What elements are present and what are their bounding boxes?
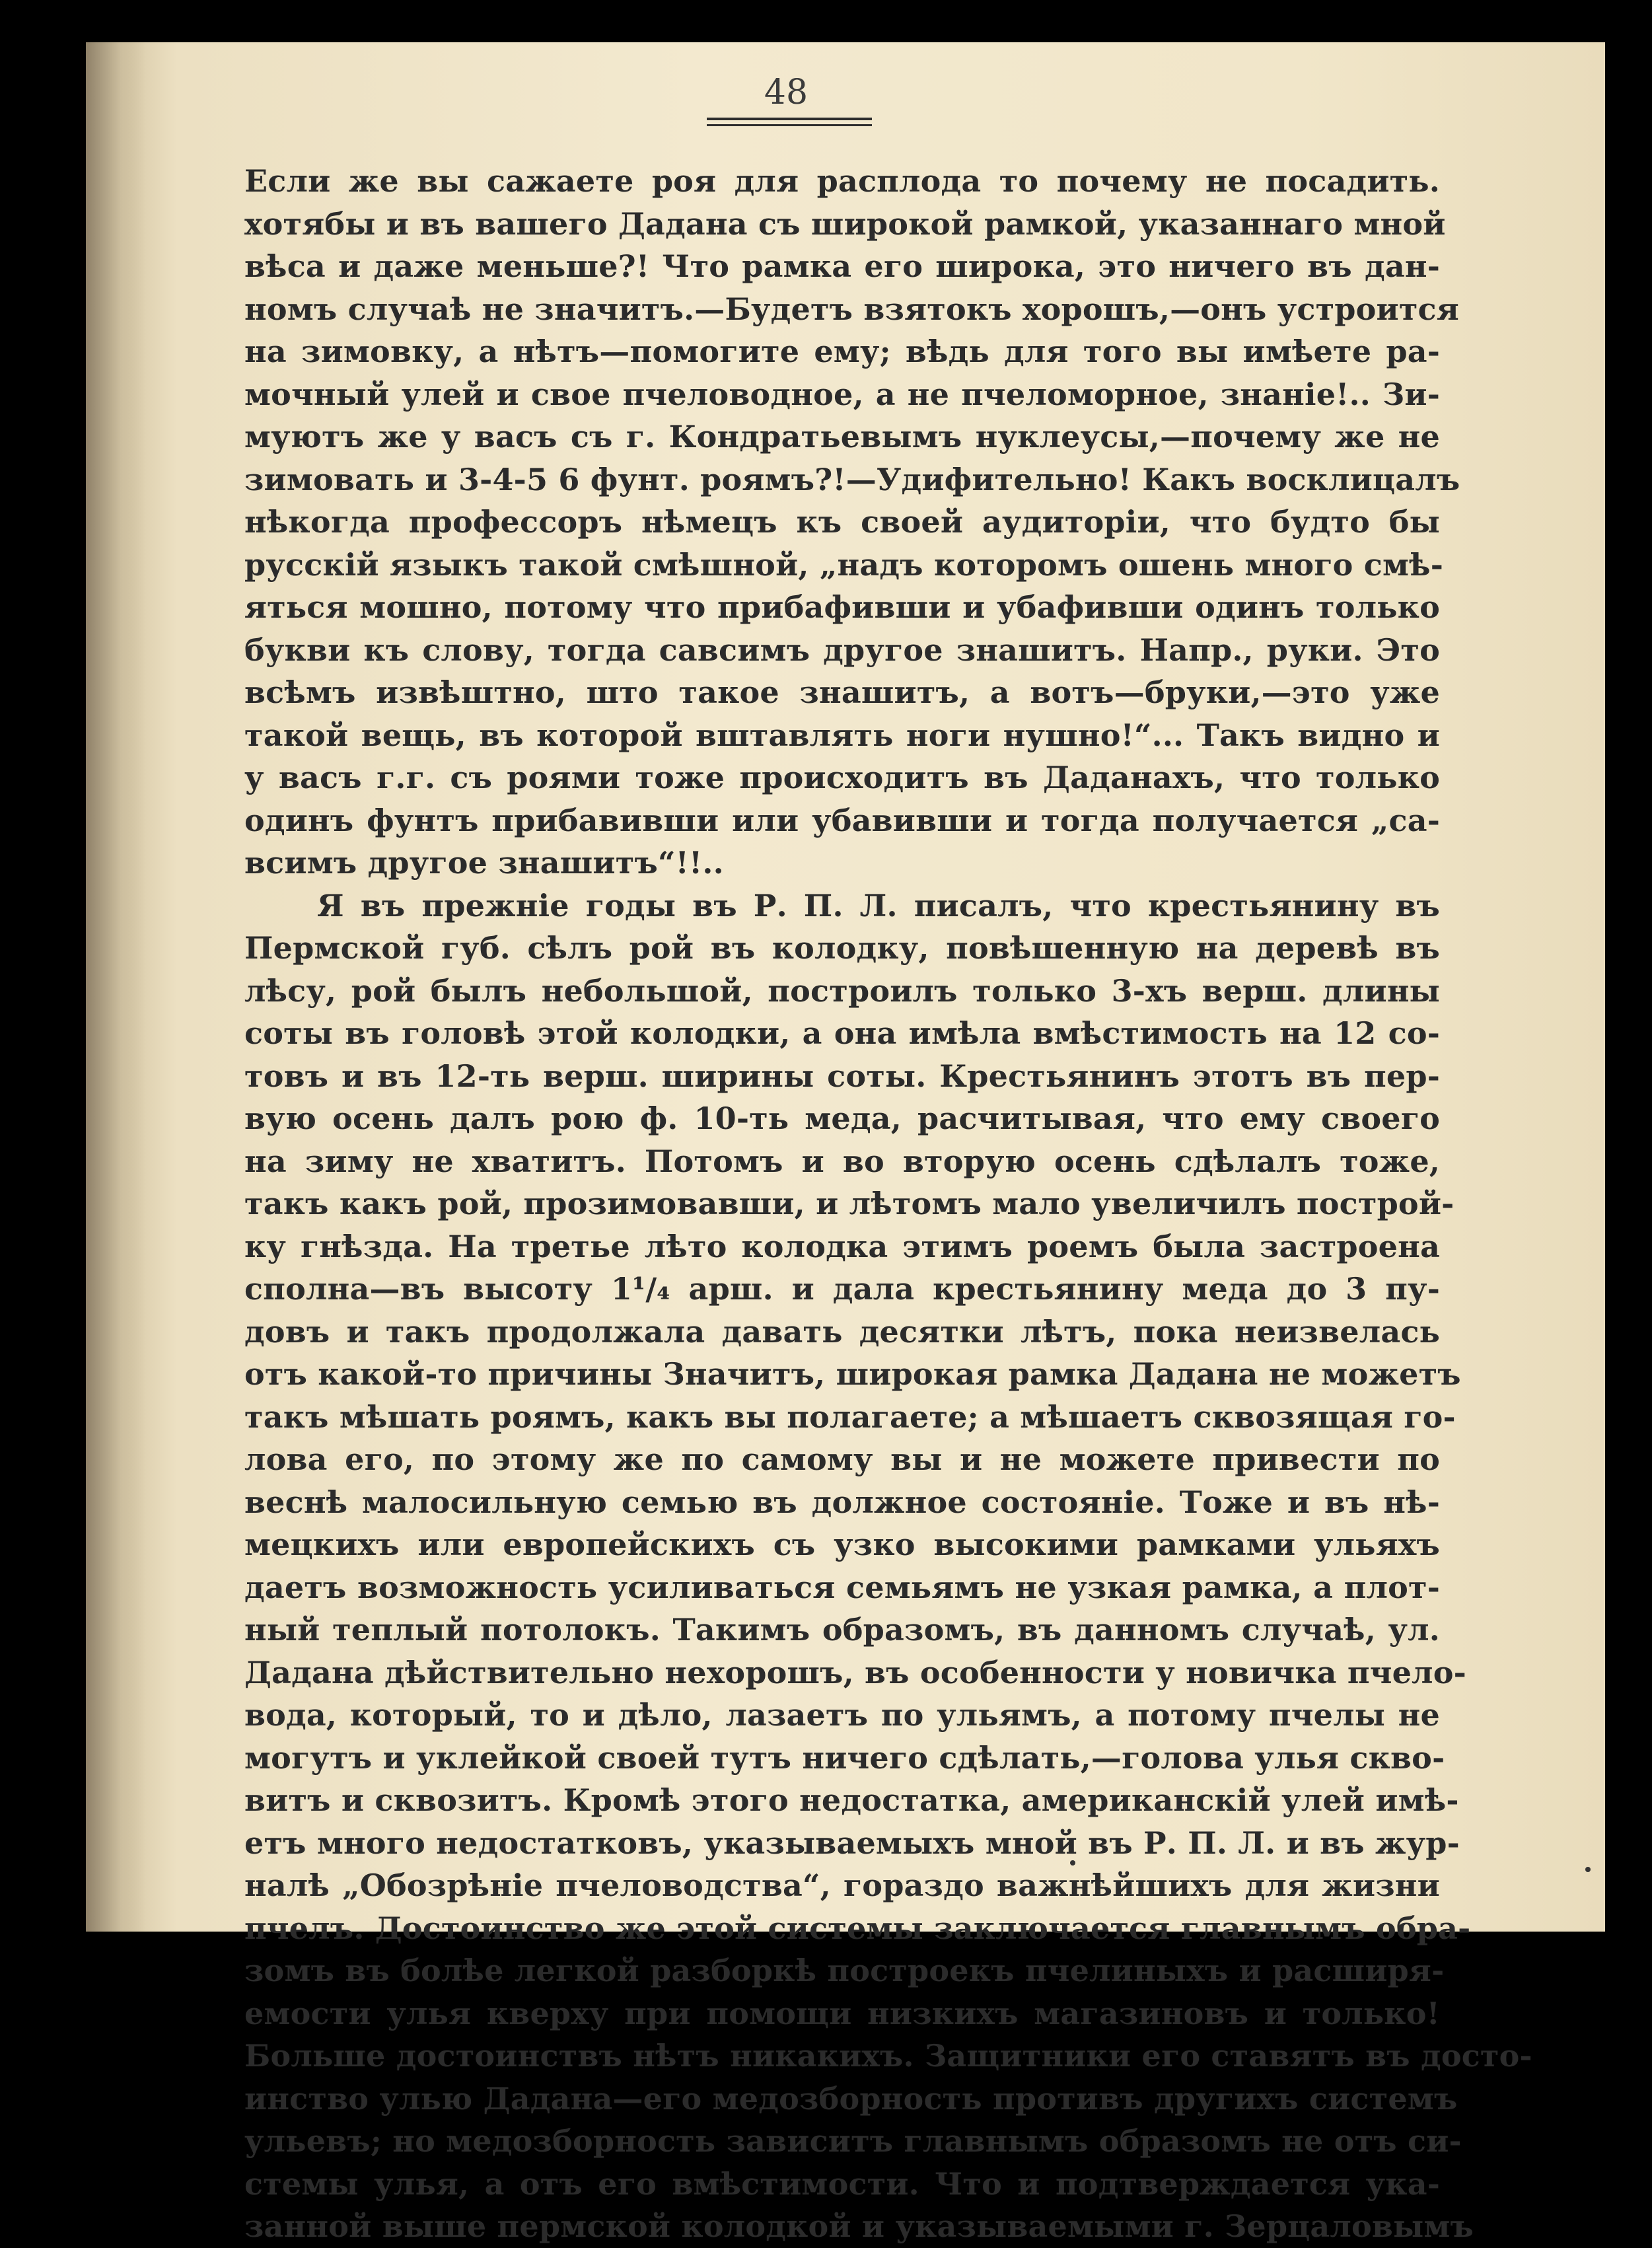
text-line: ульевъ; но медозборность зависитъ главнымъ образомъ не отъ си- [244,2123,1462,2159]
text-line: сполна—въ высоту 1¹/₄ арш. и дала крестьянину меда до 3 пу- [244,1271,1440,1307]
text-line: отъ какой-то причины Значитъ, широкая рамка Дадана не можетъ [244,1356,1461,1392]
text-line: вую осень далъ рою ф. 10-ть меда, расчитывая, что ему своего [244,1101,1440,1136]
text-line: мецкихъ или европейскихъ съ узко высокими рамками ульяхъ [244,1527,1440,1562]
text-line: инство улью Дадана—его медозборность противъ другихъ системъ [244,2080,1458,2117]
text-line: ку гнѣзда. На третье лѣто колодка этимъ роемъ была застроена [244,1228,1440,1264]
text-line: у васъ г.г. съ роями тоже происходитъ въ Даданахъ, что только [244,760,1440,795]
text-line: товъ и въ 12-ть верш. ширины соты. Крестьянинъ этотъ въ пер- [244,1058,1440,1094]
text-line: вода, который, то и дѣло, лазаетъ по ульямъ, а потому пчелы не [244,1697,1440,1733]
text-line: нѣкогда профессоръ нѣмецъ къ своей аудиторіи, что будто бы [244,504,1440,540]
text-line: даетъ возможность усиливаться семьямъ не узкая рамка, а плот- [244,1569,1440,1605]
text-line: Больше достоинствъ нѣтъ никакихъ. Защитники его ставятъ въ досто- [244,2038,1532,2074]
text-line: стемы улья, а отъ его вмѣстимости. Что и подтверждается ука- [244,2165,1440,2202]
text-line: мочный улей и свое пчеловодное, а не пчеломорное, знаніе!.. Зи- [244,376,1440,412]
text-line: лова его, по этому же по самому вы и не можете привести по [244,1441,1440,1477]
page-number: 48 [764,73,808,112]
text-line: всимъ другое знашитъ“!!.. [244,845,724,881]
text-line: такой вещь, въ которой вштавлять ноги нушно!“... Такъ видно и [244,717,1440,753]
text-line: муютъ же у васъ съ г. Кондратьевымъ нуклеусы,—почему же не [244,419,1440,454]
text-line: пчелъ. Достоинство же этой системы заключается главнымъ обра- [244,1910,1471,1946]
text-line: налѣ „Обозрѣніе пчеловодства“, гораздо важнѣйшихъ для жизни [244,1867,1440,1903]
text-line: Я въ прежніе годы въ Р. П. Л. писалъ, что крестьянину въ [317,887,1440,924]
text-line: Дадана дѣйствительно нехорошъ, въ особенности у новичка пчело- [244,1654,1466,1690]
text-line: зомъ въ болѣе легкой разборкѣ построекъ пчелиныхъ и расширя- [244,1953,1445,1988]
text-line: всѣмъ извѣштно, што такое знашитъ, а вотъ—бруки,—это уже [244,674,1440,710]
text-line: номъ случаѣ не значитъ.—Будетъ взятокъ хорошъ,—онъ устроится [244,291,1459,327]
text-line: русскій языкъ такой смѣшной, „надъ которомъ ошень много смѣ- [244,546,1443,583]
page-gutter-shadow [86,42,145,1932]
text-line: букви къ слову, тогда савсимъ другое знашитъ. Напр., руки. Это [244,632,1440,668]
text-line: зимовать и 3-4-5 6 фунт. роямъ?!—Удифительно! Какъ восклицалъ [244,461,1460,497]
text-line: Пермской губ. сѣлъ рой въ колодку, повѣшенную на деревѣ въ [244,930,1440,966]
text-line: веснѣ малосильную семью въ должное состояніе. Тоже и въ нѣ- [244,1484,1440,1520]
text-line: вѣса и даже меньше?! Что рамка его широка, это ничего въ дан- [244,248,1440,284]
text-line: довъ и такъ продолжала давать десятки лѣтъ, пока неизвелась [244,1313,1440,1350]
ink-speck [1070,1860,1075,1866]
text-line: на зимовку, а нѣтъ—помогите ему; вѣдь для того вы имѣете ра- [244,334,1440,369]
text-line: могутъ и уклейкой своей тутъ ничего сдѣлать,—голова улья скво- [244,1739,1445,1776]
header-rule [707,118,872,120]
text-line: хотябы и въ вашего Дадана съ широкой рамкой, указаннаго мной [244,205,1446,242]
text-line: етъ много недостатковъ, указываемыхъ мной въ Р. П. Л. и въ жур- [244,1825,1460,1861]
text-line: ный теплый потолокъ. Такимъ образомъ, въ данномъ случаѣ, ул. [244,1612,1440,1648]
text-line: такъ какъ рой, прозимовавши, и лѣтомъ мало увеличилъ построй- [244,1186,1454,1221]
text-line: лѣсу, рой былъ небольшой, построилъ только 3-хъ верш. длины [244,972,1440,1009]
book-page [86,42,1605,2244]
text-line: витъ и сквозитъ. Кромѣ этого недостатка, американскій улей имѣ- [244,1782,1459,1818]
ink-speck [1585,1867,1591,1872]
text-line: Если же вы сажаете роя для расплода то почему не посадить. [244,163,1440,199]
text-line: емости улья кверху при помощи низкихъ магазиновъ и только! [244,1995,1440,2031]
text-line: одинъ фунтъ прибавивши или убавивши и тогда получается „са- [244,802,1440,838]
text-line: такъ мѣшать роямъ, какъ вы полагаете; а мѣшаетъ сквозящая го- [244,1398,1456,1435]
text-line: на зиму не хватитъ. Потомъ и во вторую осень сдѣлалъ тоже, [244,1143,1440,1179]
text-line: занной выше пермской колодкой и указываемыми г. Зерцаловымъ [244,2208,1474,2244]
text-line: соты въ головѣ этой колодки, а она имѣла вмѣстимость на 12 со- [244,1015,1440,1051]
header-rule [707,124,872,126]
body-text [244,160,1532,2248]
text-line: яться мошно, потому что прибафивши и убафивши одинъ только [244,589,1440,625]
